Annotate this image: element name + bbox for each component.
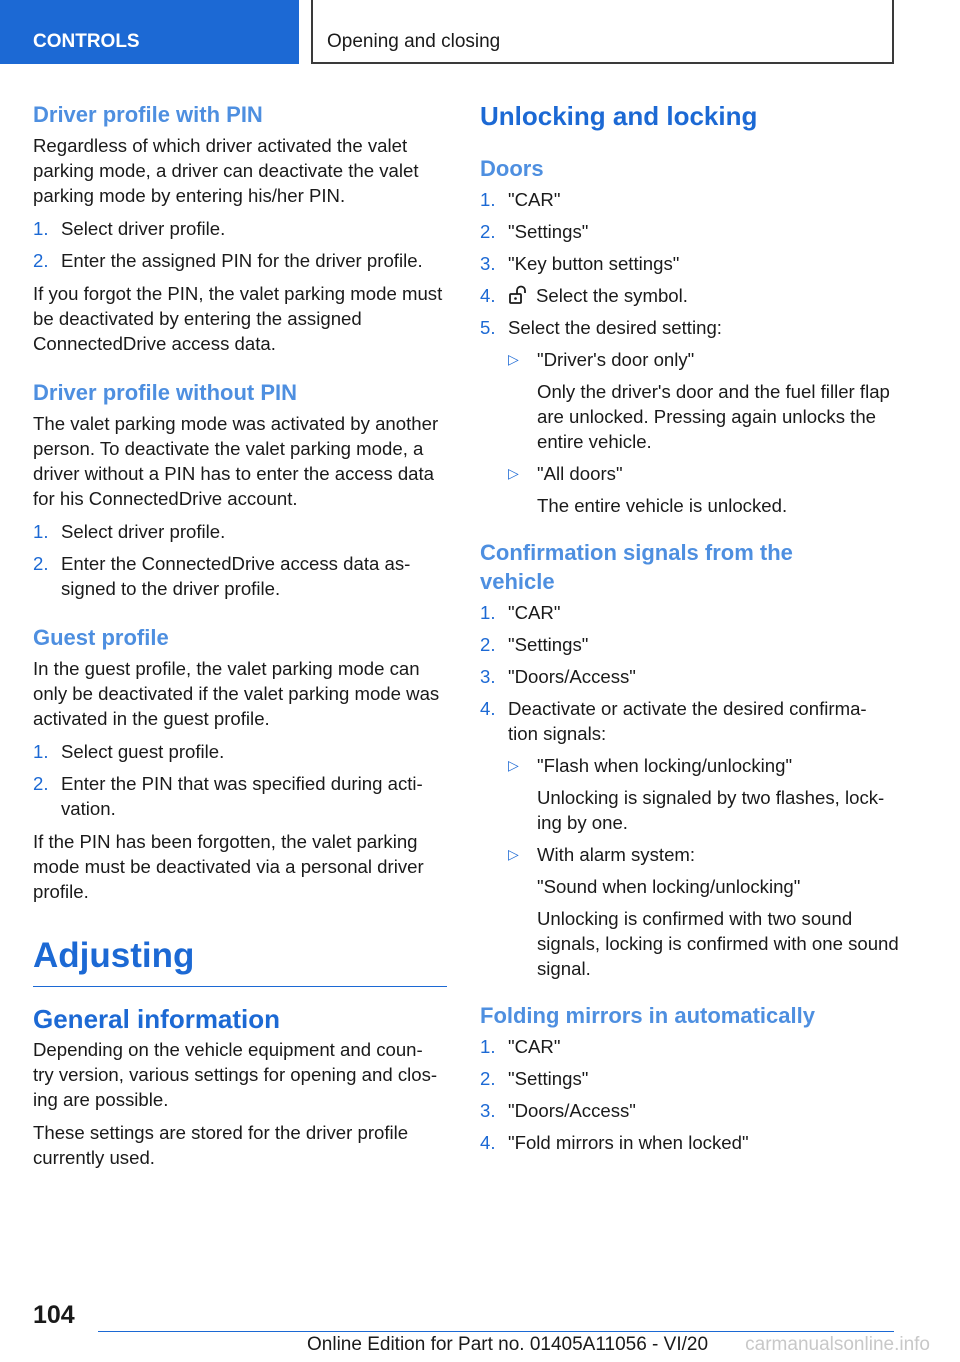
item-number: 1. <box>480 602 496 623</box>
option-title: "Flash when locking/unlocking" <box>537 755 793 776</box>
option-description: The entire vehicle is unlocked. <box>537 495 788 516</box>
list-item <box>480 283 900 308</box>
item-number: 1. <box>33 521 49 542</box>
item-text: Enter the assigned PIN for the driver profile. <box>61 250 423 271</box>
item-number: 1. <box>33 741 49 762</box>
heading-doors: Doors <box>480 156 544 181</box>
item-text: "Doors/Access" <box>508 666 636 687</box>
item-number: 2. <box>480 221 496 242</box>
heading-unlocking-and-locking: Unlocking and locking <box>480 101 758 131</box>
chapter-label: CONTROLS <box>33 31 140 52</box>
option-title: "Driver's door only" <box>537 349 695 370</box>
heading-general-information: General information <box>33 1004 281 1034</box>
heading-driver-profile-without-pin: Driver profile without PIN <box>33 380 298 405</box>
option-description: Unlocking is signaled by two flashes, lock‐ ing by one. <box>537 787 885 833</box>
option-title: With alarm system: <box>537 844 696 865</box>
heading-guest-profile: Guest profile <box>33 625 169 650</box>
option-list <box>508 753 900 981</box>
heading-confirmation-signals: Confirmation signals from the vehicle <box>480 540 793 594</box>
item-number: 3. <box>480 1100 496 1121</box>
footer-edition: Online Edition for Part no. 01405A11056 - VI/20 <box>307 1334 709 1355</box>
paragraph: The valet parking mode was activated by another person. To deactivate the valet parking mode, a driver without a PIN has to enter the access data for his ConnectedDrive account. <box>33 413 439 509</box>
item-number: 2. <box>480 634 496 655</box>
item-number: 3. <box>480 253 496 274</box>
paragraph: In the guest profile, the valet parking mode can only be deactivated if the valet parking mode was activated in the guest profile. <box>33 658 440 729</box>
item-number: 2. <box>33 773 49 794</box>
option-list <box>508 347 900 518</box>
item-number: 1. <box>480 1036 496 1057</box>
list-item <box>480 315 900 518</box>
item-text: Enter the PIN that was specified during acti‐ vation. <box>61 773 423 819</box>
numbered-list <box>480 600 900 981</box>
footer-rule <box>98 1331 894 1332</box>
item-text: Select driver profile. <box>61 218 226 239</box>
item-text: "Settings" <box>508 1068 589 1089</box>
list-item <box>33 739 447 764</box>
option-subtitle: "Sound when locking/unlocking" <box>537 876 801 897</box>
left-column <box>33 100 447 1178</box>
item-number: 2. <box>33 250 49 271</box>
list-item <box>33 216 447 241</box>
option-item <box>508 753 900 835</box>
triangle-bullet-icon: ▷ <box>508 846 519 862</box>
paragraph: Depending on the vehicle equipment and coun‐ try version, various settings for opening and clos‐ ing are possible. <box>33 1039 438 1110</box>
triangle-bullet-icon: ▷ <box>508 465 519 481</box>
option-description: Unlocking is confirmed with two sound signals, locking is confirmed with one sound signal. <box>537 908 899 979</box>
list-item <box>33 771 447 821</box>
item-number: 2. <box>33 553 49 574</box>
triangle-bullet-icon: ▷ <box>508 757 519 773</box>
item-text: "CAR" <box>508 189 561 210</box>
item-number: 4. <box>480 1132 496 1153</box>
unlock-icon <box>508 285 528 305</box>
list-item <box>33 519 447 544</box>
watermark: carmanualsonline.info <box>745 1334 930 1355</box>
item-number: 5. <box>480 317 496 338</box>
paragraph: If you forgot the PIN, the valet parking mode must be deactivated by entering the assigned ConnectedDrive access data. <box>33 283 443 354</box>
heading-rule <box>33 986 447 987</box>
item-text: "Key button settings" <box>508 253 680 274</box>
list-item <box>480 664 900 689</box>
item-number: 2. <box>480 1068 496 1089</box>
page-header <box>0 0 960 66</box>
item-text: Select the symbol. <box>536 285 688 306</box>
item-number: 3. <box>480 666 496 687</box>
item-text: "Doors/Access" <box>508 1100 636 1121</box>
item-text: Select guest profile. <box>61 741 225 762</box>
item-text: Deactivate or activate the desired confirma‐ tion signals: <box>508 698 867 744</box>
section-label: Opening and closing <box>327 31 501 52</box>
item-text: Select driver profile. <box>61 521 226 542</box>
paragraph: These settings are stored for the driver profile currently used. <box>33 1122 409 1168</box>
item-text: Select the desired setting: <box>508 317 722 338</box>
option-item <box>508 842 900 981</box>
triangle-bullet-icon: ▷ <box>508 351 519 367</box>
heading-adjusting: Adjusting <box>33 936 195 975</box>
numbered-list <box>33 216 447 273</box>
numbered-list <box>33 739 447 821</box>
item-text: "Settings" <box>508 221 589 242</box>
item-number: 4. <box>480 285 496 306</box>
heading-driver-profile-pin: Driver profile with PIN <box>33 102 263 127</box>
list-item <box>480 187 900 212</box>
list-item <box>480 251 900 276</box>
option-description: Only the driver's door and the fuel filler flap are unlocked. Pressing again unlocks the entire vehicle. <box>537 381 890 452</box>
numbered-list <box>480 187 900 518</box>
heading-folding-mirrors: Folding mirrors in automatically <box>480 1003 815 1028</box>
paragraph: If the PIN has been forgotten, the valet parking mode must be deactivated via a personal driver profile. <box>33 831 424 902</box>
item-text: "CAR" <box>508 1036 561 1057</box>
list-item <box>480 1034 900 1059</box>
paragraph: Regardless of which driver activated the valet parking mode, a driver can deactivate the valet parking mode by entering his/her PIN. <box>33 135 419 206</box>
item-number: 1. <box>480 189 496 210</box>
list-item <box>480 696 900 981</box>
option-item <box>508 347 900 454</box>
numbered-list <box>33 519 447 601</box>
page-number: 104 <box>33 1301 75 1329</box>
item-text: "Settings" <box>508 634 589 655</box>
list-item <box>33 551 447 601</box>
list-item <box>480 1098 900 1123</box>
list-item <box>33 248 447 273</box>
option-item <box>508 461 900 518</box>
section-tab <box>311 0 894 64</box>
numbered-list <box>480 1034 900 1155</box>
list-item <box>480 632 900 657</box>
item-text: "Fold mirrors in when locked" <box>508 1132 749 1153</box>
list-item <box>480 600 900 625</box>
list-item <box>480 1066 900 1091</box>
list-item <box>480 1130 900 1155</box>
option-title: "All doors" <box>537 463 623 484</box>
right-column <box>480 100 900 1163</box>
list-item <box>480 219 900 244</box>
item-text: "CAR" <box>508 602 561 623</box>
item-number: 1. <box>33 218 49 239</box>
item-number: 4. <box>480 698 496 719</box>
item-text: Enter the ConnectedDrive access data as‐ signed to the driver profile. <box>61 553 411 599</box>
chapter-tab <box>0 0 299 64</box>
